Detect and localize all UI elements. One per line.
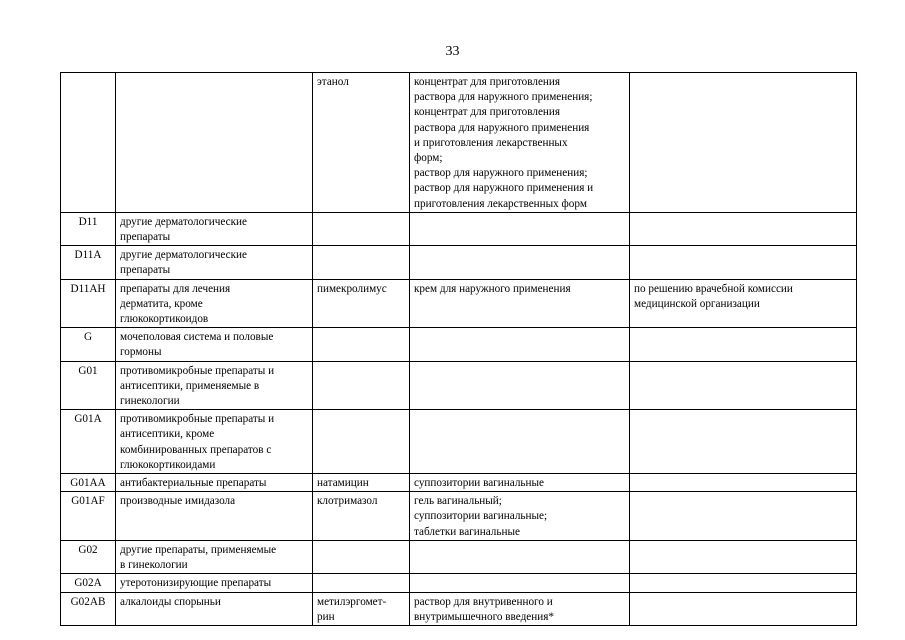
note-cell <box>630 73 857 213</box>
group-name-cell: утеротонизирующие препараты <box>116 574 313 592</box>
atc-code-cell <box>61 73 116 213</box>
note-cell <box>630 410 857 474</box>
atc-code-cell: G01 <box>61 361 116 410</box>
note-cell <box>630 361 857 410</box>
inn-cell <box>313 574 410 592</box>
group-name-cell: мочеполовая система и половые гормоны <box>116 328 313 361</box>
dosage-form-cell <box>410 246 630 279</box>
atc-code-cell: G01AF <box>61 492 116 541</box>
atc-code-cell: G02 <box>61 540 116 573</box>
dosage-form-cell <box>410 212 630 245</box>
drug-list-body <box>61 73 857 626</box>
dosage-form-cell: концентрат для приготовления раствора для наружного применения; концентрат для приготовления раствора для наружного применения и приготовления лекарственных форм; раствор для наружного применения; раствор для наружного применения и приготовления лекарственных форм <box>410 73 630 213</box>
table-row <box>61 212 857 245</box>
group-name-cell: алкалоиды спорыньи <box>116 592 313 625</box>
table-row <box>61 246 857 279</box>
group-name-cell <box>116 73 313 213</box>
dosage-form-cell: гель вагинальный; суппозитории вагинальные; таблетки вагинальные <box>410 492 630 541</box>
table-row <box>61 492 857 541</box>
atc-code-cell: G <box>61 328 116 361</box>
dosage-form-cell: раствор для внутривенного и внутримышечного введения* <box>410 592 630 625</box>
inn-cell: метилэргомет- рин <box>313 592 410 625</box>
table-row <box>61 361 857 410</box>
group-name-cell: другие дерматологические препараты <box>116 246 313 279</box>
group-name-cell: другие дерматологические препараты <box>116 212 313 245</box>
note-cell <box>630 246 857 279</box>
note-cell <box>630 474 857 492</box>
note-cell <box>630 574 857 592</box>
group-name-cell: производные имидазола <box>116 492 313 541</box>
dosage-form-cell <box>410 410 630 474</box>
inn-cell: пимекролимус <box>313 279 410 328</box>
table-row <box>61 279 857 328</box>
atc-code-cell: D11AH <box>61 279 116 328</box>
group-name-cell: антибактериальные препараты <box>116 474 313 492</box>
dosage-form-cell <box>410 361 630 410</box>
note-cell <box>630 328 857 361</box>
group-name-cell: противомикробные препараты и антисептики, кроме комбинированных препаратов с глюкокортикоидами <box>116 410 313 474</box>
page-number: 33 <box>445 44 460 59</box>
table-row <box>61 592 857 625</box>
atc-code-cell: G01AA <box>61 474 116 492</box>
note-cell <box>630 592 857 625</box>
atc-code-cell: D11A <box>61 246 116 279</box>
table-row <box>61 328 857 361</box>
atc-code-cell: G02AB <box>61 592 116 625</box>
table-row <box>61 474 857 492</box>
dosage-form-cell <box>410 574 630 592</box>
inn-cell: этанол <box>313 73 410 213</box>
note-cell <box>630 540 857 573</box>
note-cell: по решению врачебной комиссии медицинской организации <box>630 279 857 328</box>
atc-code-cell: D11 <box>61 212 116 245</box>
note-cell <box>630 212 857 245</box>
group-name-cell: другие препараты, применяемые в гинекологии <box>116 540 313 573</box>
group-name-cell: препараты для лечения дерматита, кроме глюкокортикоидов <box>116 279 313 328</box>
note-cell <box>630 492 857 541</box>
inn-cell <box>313 540 410 573</box>
inn-cell <box>313 410 410 474</box>
table-row <box>61 540 857 573</box>
dosage-form-cell: крем для наружного применения <box>410 279 630 328</box>
inn-cell: клотримазол <box>313 492 410 541</box>
table-row <box>61 574 857 592</box>
table-row <box>61 410 857 474</box>
dosage-form-cell: суппозитории вагинальные <box>410 474 630 492</box>
table-row <box>61 73 857 213</box>
inn-cell <box>313 361 410 410</box>
inn-cell <box>313 328 410 361</box>
dosage-form-cell <box>410 328 630 361</box>
drug-list-table <box>60 72 857 626</box>
dosage-form-cell <box>410 540 630 573</box>
inn-cell: натамицин <box>313 474 410 492</box>
group-name-cell: противомикробные препараты и антисептики, применяемые в гинекологии <box>116 361 313 410</box>
atc-code-cell: G02A <box>61 574 116 592</box>
inn-cell <box>313 246 410 279</box>
atc-code-cell: G01A <box>61 410 116 474</box>
inn-cell <box>313 212 410 245</box>
